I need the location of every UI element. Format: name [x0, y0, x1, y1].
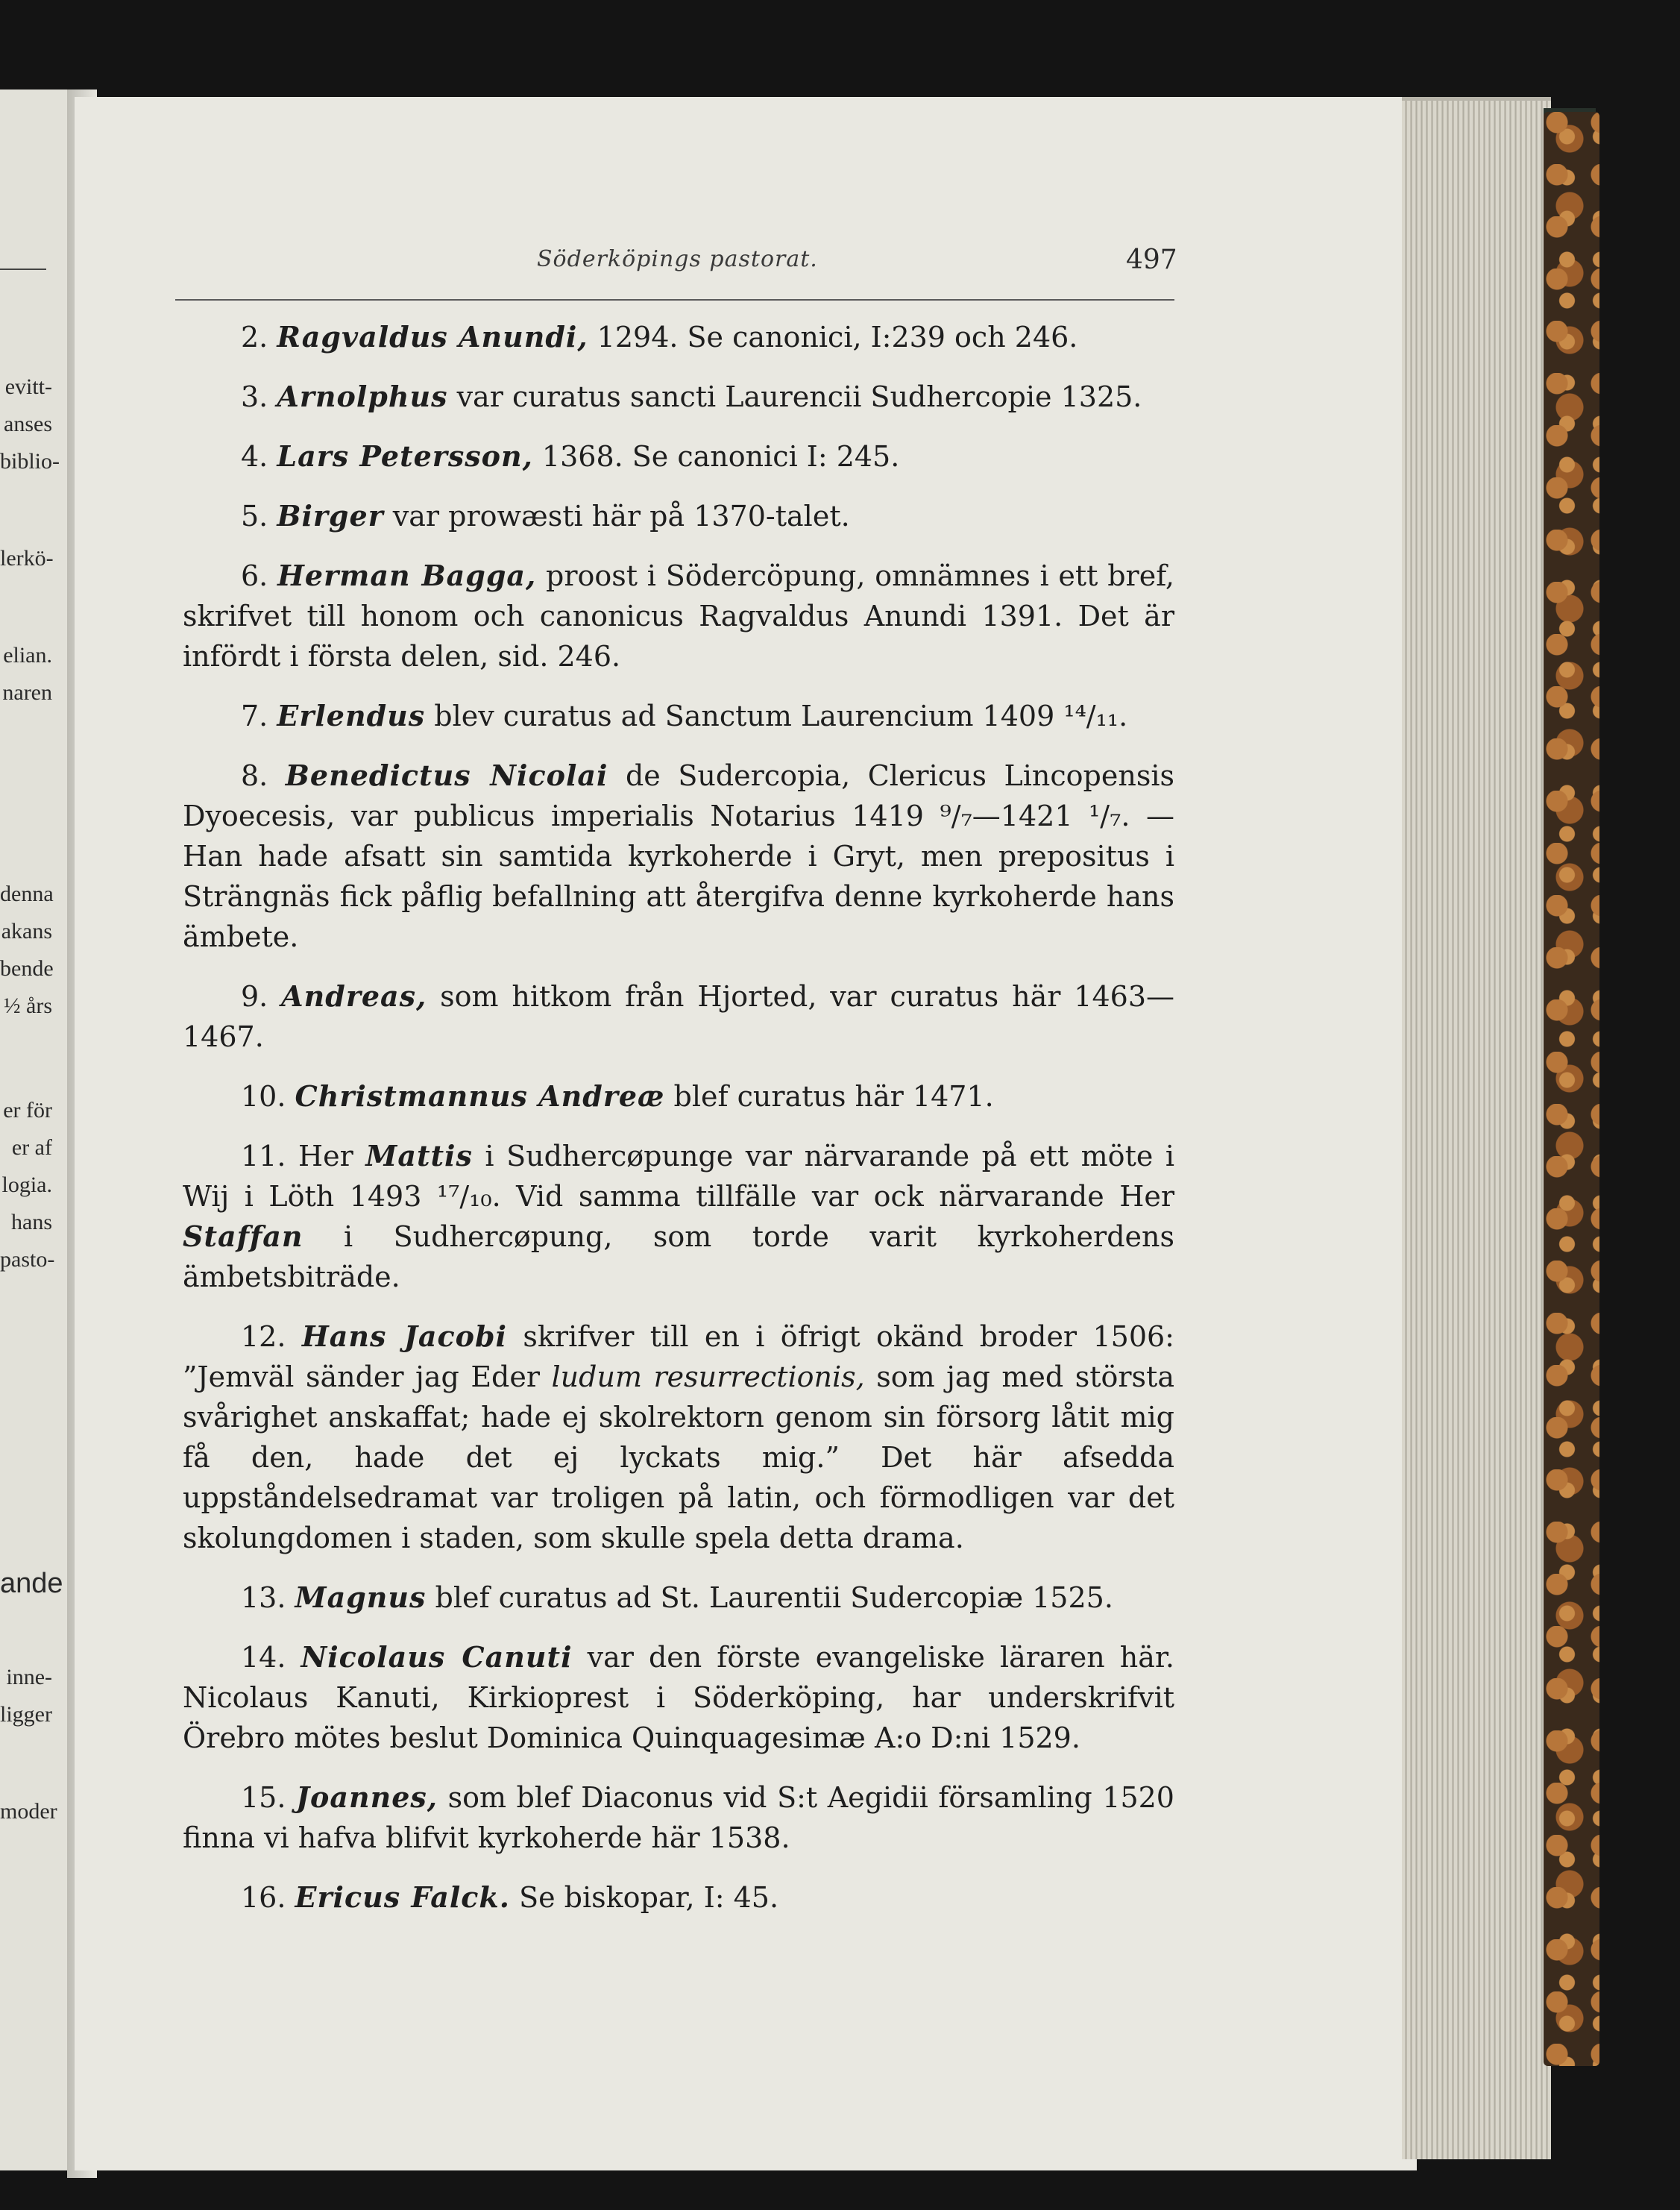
previous-page-line: biblio-: [0, 449, 60, 474]
entry-name: Benedictus Nicolai: [285, 759, 608, 792]
entry-name: Joannes,: [296, 1780, 438, 1814]
entry-name: Arnolphus: [277, 380, 448, 413]
entry-item: [183, 756, 1174, 957]
entry-number: 16.: [241, 1881, 286, 1914]
entry-number: 3.: [241, 380, 268, 413]
entry-text: som blef Diaconus vid S:t Aegidii församling 1520 finna vi hafva blifvit kyrkoherde här 1538.: [183, 1781, 1174, 1854]
entry-text: som jag med största svårighet anskaffat; hade ej skolrektorn genom sin försorg låtit mig få den, hade det ej lyckats mig.” Det här afsedda uppståndelsedramat var troligen på latin, och förmodligen var det skolungdomen i staden, som skulle spela detta drama.: [183, 1360, 1174, 1554]
entry-number: 4.: [241, 440, 268, 473]
entry-name: Birger: [277, 499, 384, 533]
entry-number: 14.: [241, 1641, 286, 1674]
entry-number: 15.: [241, 1781, 286, 1814]
page-number: 497: [1126, 245, 1177, 275]
previous-page-line: lerkö-: [0, 546, 54, 571]
entry-number: 7.: [241, 700, 268, 732]
entry-text: proost i Södercöpung, omnämnes i ett bref, skrifvet till honom och canonicus Ragvaldus Anundi 1391. Det är infördt i första delen, sid. 246.: [183, 559, 1174, 673]
previous-page-line: pasto-: [0, 1247, 55, 1272]
previous-page-line: logia.: [1, 1173, 52, 1197]
entry-text: i Sudhercøpung, som torde varit kyrkoherdens ämbetsbiträde.: [183, 1220, 1174, 1293]
previous-page: [0, 90, 75, 2170]
previous-page-line: bende: [0, 956, 54, 981]
entry-item: [183, 1316, 1174, 1558]
entry-text: Se biskopar, I: 45.: [510, 1881, 779, 1914]
entry-text: de Sudercopia, Clericus Lincopensis Dyoecesis, var publicus imperialis Notarius 1419 ⁹/₇—1421 ¹/₇. — Han hade afsatt sin samtida kyrkoherde i Gryt, men prepositus i Strängnäs fick påflig befallning att återgifva denne kyrkoherde hans ämbete.: [183, 759, 1174, 953]
entry-text: var prowæsti här på 1370-talet.: [383, 500, 850, 533]
entry-text: i Sudhercøpunge var närvarande på ett möte i Wij i Löth 1493 ¹⁷/₁₀. Vid samma tillfälle var ock närvarande Her: [183, 1140, 1174, 1213]
entry-name: Nicolaus Canuti: [301, 1640, 573, 1674]
previous-page-line: er af: [11, 1135, 52, 1160]
entry-item: [183, 1076, 1174, 1117]
entry-text: var curatus sancti Laurencii Sudhercopie 1325.: [447, 380, 1142, 413]
entry-number: 9.: [241, 980, 268, 1013]
running-head: Söderköpings pastorat.: [537, 246, 818, 272]
entry-item: [183, 1136, 1174, 1297]
previous-page-line: ande: [0, 1568, 63, 1599]
entry-name: Ericus Falck.: [295, 1880, 510, 1914]
entry-item: [183, 696, 1174, 736]
entry-number: 11.: [241, 1140, 286, 1173]
previous-page-line: hans: [11, 1210, 52, 1234]
entry-name: Ragvaldus Anundi,: [277, 320, 588, 354]
entry-number: 12.: [241, 1320, 286, 1353]
previous-page-line: elian.: [3, 643, 52, 668]
entry-name: Herman Bagga,: [277, 559, 537, 592]
header-rule: [175, 299, 1174, 301]
entry-number: 5.: [241, 500, 268, 533]
previous-page-line: anses: [4, 412, 52, 436]
entry-text: som hitkom från Hjorted, var curatus här 1463—1467.: [183, 980, 1174, 1053]
entry-item: [183, 1777, 1174, 1858]
entry-name: Staffan: [183, 1219, 303, 1253]
previous-page-text: [0, 90, 75, 2170]
entry-text: blef curatus här 1471.: [664, 1080, 994, 1113]
previous-page-line: akans: [1, 919, 52, 944]
entry-text: var den förste evangeliske läraren här. Nicolaus Kanuti, Kirkioprest i Söderköping, har underskrifvit Örebro mötes beslut Dominica Quinquagesimæ A:o D:ni 1529.: [183, 1641, 1174, 1754]
entry-name: Andreas,: [281, 979, 427, 1013]
entry-item: [183, 317, 1174, 357]
entry-name: Erlendus: [277, 699, 426, 732]
entry-prefix: Her: [298, 1140, 366, 1173]
previous-page-line: naren: [2, 680, 52, 705]
previous-page-line: denna: [0, 882, 54, 906]
entry-text: skrifver till en i öfrigt okänd broder 1506: ”Jemväl sänder jag Eder: [183, 1320, 1174, 1393]
entry-item: [183, 1877, 1174, 1918]
entry-name: Lars Petersson,: [277, 439, 533, 473]
previous-page-line: moder: [0, 1799, 57, 1824]
entry-item: [183, 436, 1174, 477]
entry-name: Christmannus Andreæ: [295, 1079, 665, 1113]
entry-text: blev curatus ad Sanctum Laurencium 1409 ¹⁴/₁₁.: [425, 700, 1128, 732]
entry-number: 10.: [241, 1080, 286, 1113]
entry-number: 2.: [241, 321, 268, 354]
entry-list: [183, 317, 1174, 1937]
page-edges: [1402, 101, 1551, 2159]
previous-page-line: ligger: [0, 1702, 52, 1727]
previous-page-line: evitt-: [4, 374, 52, 399]
previous-page-line: er för: [3, 1098, 52, 1123]
previous-page-line: ½ års: [4, 993, 52, 1018]
entry-item: [183, 496, 1174, 536]
entry-text: 1368. Se canonici I: 245.: [532, 440, 900, 473]
entry-name: Hans Jacobi: [301, 1319, 507, 1353]
entry-item: [183, 1637, 1174, 1758]
entry-number: 6.: [241, 559, 268, 592]
previous-page-line: inne-: [6, 1665, 52, 1689]
entry-item: [183, 1578, 1174, 1618]
entry-name: Magnus: [295, 1580, 427, 1614]
entry-item: [183, 976, 1174, 1057]
entry-item: [183, 556, 1174, 677]
entry-text: 1294. Se canonici, I:239 och 246.: [588, 321, 1078, 354]
entry-number: 8.: [241, 759, 268, 792]
marbled-cover: [1544, 112, 1599, 2066]
entry-italic: ludum resurrectionis,: [551, 1360, 865, 1393]
entry-name: Mattis: [365, 1139, 473, 1173]
entry-text: blef curatus ad St. Laurentii Sudercopiæ 1525.: [426, 1581, 1113, 1614]
entry-number: 13.: [241, 1581, 286, 1614]
entry-item: [183, 377, 1174, 417]
